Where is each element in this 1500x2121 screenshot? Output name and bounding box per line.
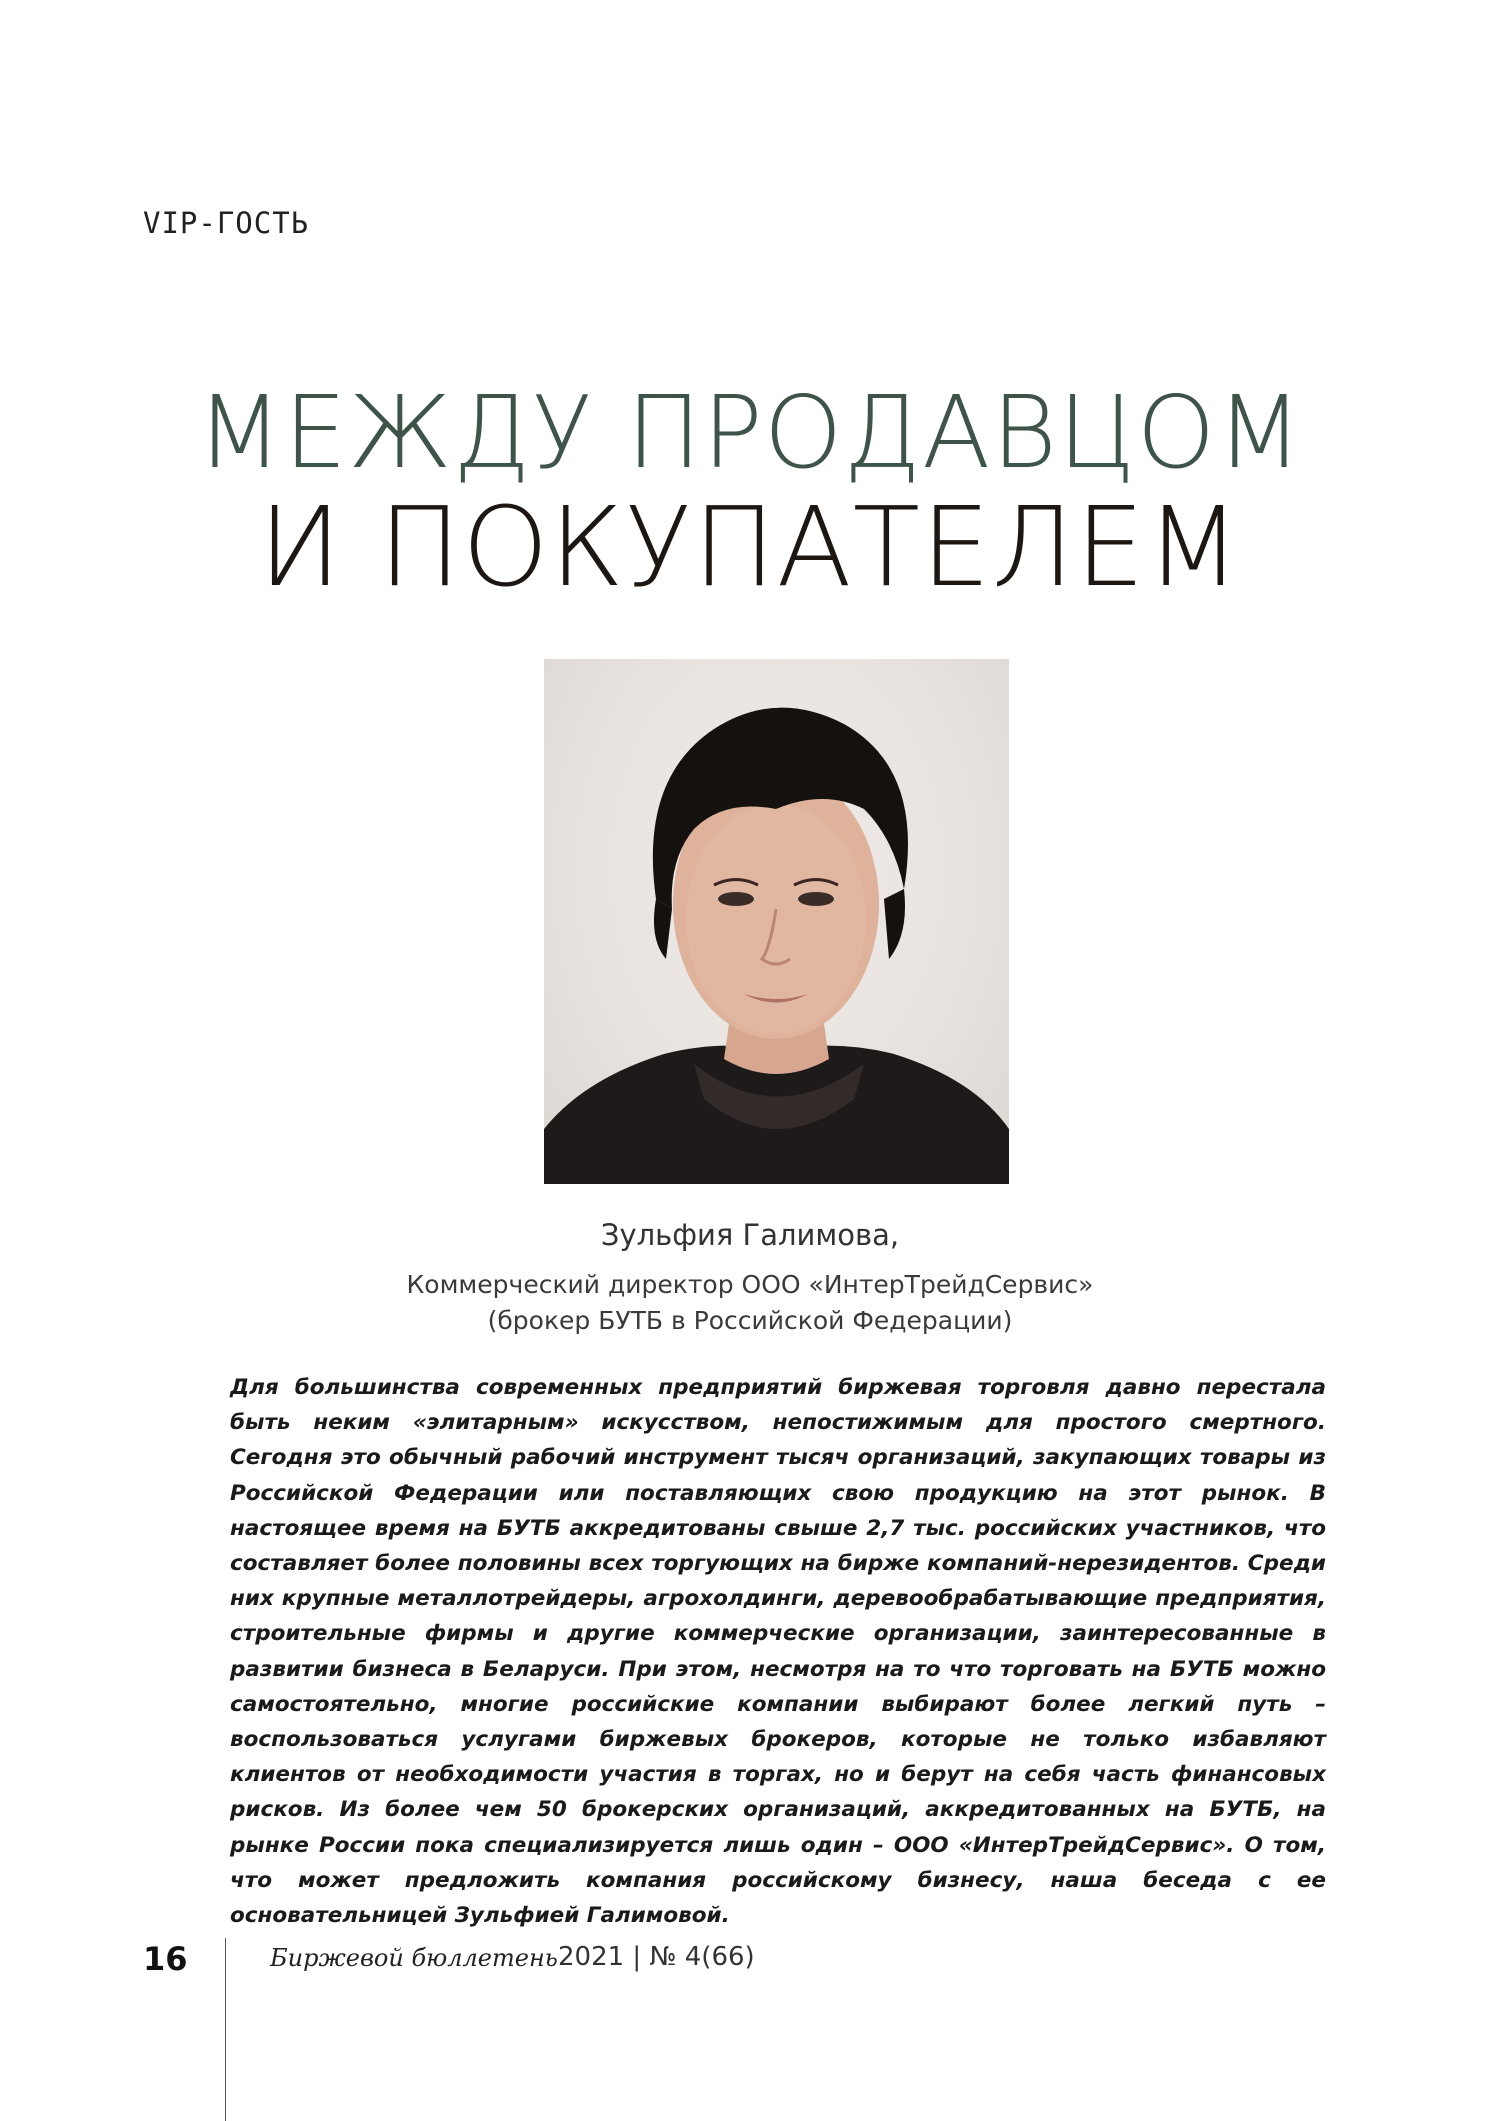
- publication-name: Биржевой бюллетень: [270, 1944, 558, 1972]
- page-number: 16: [143, 1940, 188, 1978]
- caption-role-line-1: Коммерческий директор ООО «ИнтерТрейдСервис»: [406, 1270, 1094, 1299]
- article-title-line-1: МЕЖДУ ПРОДАВЦОМ: [196, 374, 1304, 491]
- section-label: VIP-ГОСТЬ: [143, 206, 310, 240]
- lead-paragraph: Для большинства современных предприятий биржевая торговля давно перестала быть неким «элитарным» искусством, непостижимым для простого смертного. Сегодня это обычный рабочий инструмент тысяч организаций, закупающих товары из Российской Федерации или поставляющих свою продукцию на этот рынок. В настоящее время на БУТБ аккредитованы свыше 2,7 тыс. российских участников, что составляет более половины всех торгующих на бирже компаний-нерезидентов. Среди них крупные металлотрейдеры, агрохолдинги, деревообрабатывающие предприятия, строительные фирмы и другие коммерческие организации, заинтересованные в развитии бизнеса в Беларуси. При этом, несмотря на то что торговать на БУТБ можно самостоятельно, многие российские компании выбирают более легкий путь – воспользоваться услугами биржевых брокеров, которые не только избавляют клиентов от необходимости участия в торгах, но и берут на себя часть финансовых рисков. Из более чем 50 брокерских организаций, аккредитованных на БУТБ, на рынке России пока специализируется лишь один – ООО «ИнтерТрейдСервис». О том, что может предложить компания российскому бизнесу, наша беседа с ее основательницей Зульфией Галимовой.: [230, 1375, 1326, 1929]
- caption-role: [0, 1267, 1500, 1339]
- issue-number: 2021 | № 4(66): [558, 1942, 755, 1972]
- caption-name: Зульфия Галимова,: [600, 1218, 900, 1252]
- footer-divider: [225, 1938, 226, 2121]
- caption-role-line-2: (брокер БУТБ в Российской Федерации): [487, 1306, 1013, 1335]
- portrait-photo: [544, 659, 1009, 1184]
- article-title-line-2: И ПОКУПАТЕЛЕМ: [258, 483, 1242, 611]
